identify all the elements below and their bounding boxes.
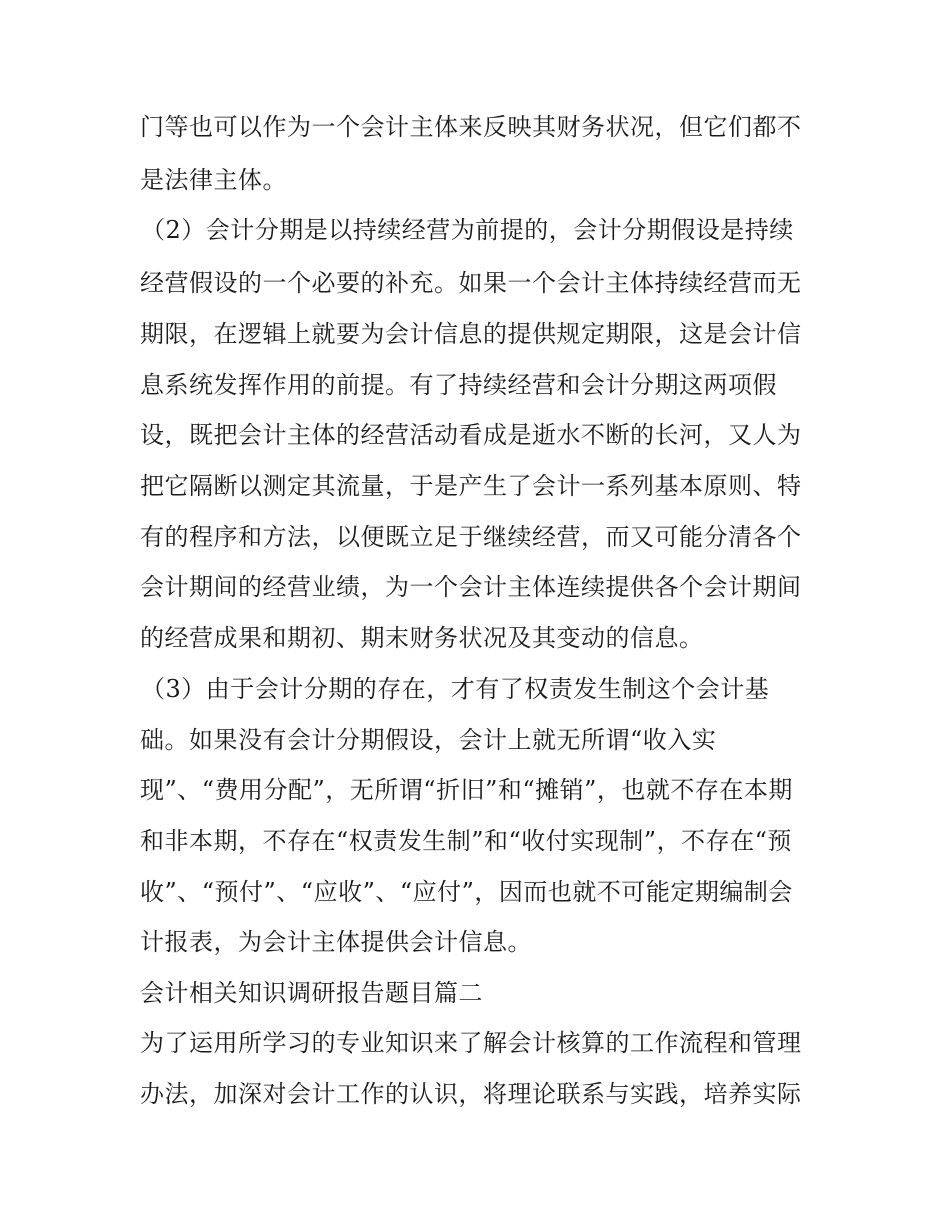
text-line: 经营假设的一个必要的补充。如果一个会计主体持续经营而无 (140, 269, 802, 297)
text-line: 息系统发挥作用的前提。有了持续经营和会计分期这两项假 (140, 371, 777, 399)
text-line: 和非本期，不存在“权责发生制”和“收付实现制”，不存在“预 (140, 827, 792, 855)
text-line: 办法，加深对会计工作的认识，将理论联系与实践，培养实际 (140, 1080, 802, 1108)
text-line: （3）由于会计分期的存在，才有了权责发生制这个会计基 (141, 675, 770, 703)
text-line: 现”、“费用分配”，无所谓“折旧”和“摊销”，也就不存在本期 (140, 776, 793, 804)
text-line: （2）会计分期是以持续经营为前提的，会计分期假设是持续 (141, 216, 794, 244)
text-line: 是法律主体。 (140, 166, 287, 194)
text-line: 会计期间的经营业绩，为一个会计主体连续提供各个会计期间 (140, 573, 802, 601)
section-heading: 会计相关知识调研报告题目篇二 (140, 979, 483, 1007)
text-line: 收”、“预付”、“应收”、“应付”，因而也就不可能定期编制会 (140, 878, 793, 906)
text-line: 门等也可以作为一个会计主体来反映其财务状况，但它们都不 (140, 113, 802, 141)
text-line: 计报表，为会计主体提供会计信息。 (140, 928, 532, 956)
text-line: 础。如果没有会计分期假设，会计上就无所谓“收入实 (140, 726, 717, 754)
text-line: 为了运用所学习的专业知识来了解会计核算的工作流程和管理 (140, 1029, 802, 1057)
text-line: 设，既把会计主体的经营活动看成是逝水不断的长河，又人为 (140, 421, 802, 449)
text-line: 把它隔断以测定其流量，于是产生了会计一系列基本原则、特 (140, 472, 802, 500)
text-line: 期限，在逻辑上就要为会计信息的提供规定期限，这是会计信 (140, 320, 802, 348)
text-line: 的经营成果和期初、期末财务状况及其变动的信息。 (140, 624, 704, 652)
text-line: 有的程序和方法，以便既立足于继续经营，而又可能分清各个 (140, 523, 802, 551)
